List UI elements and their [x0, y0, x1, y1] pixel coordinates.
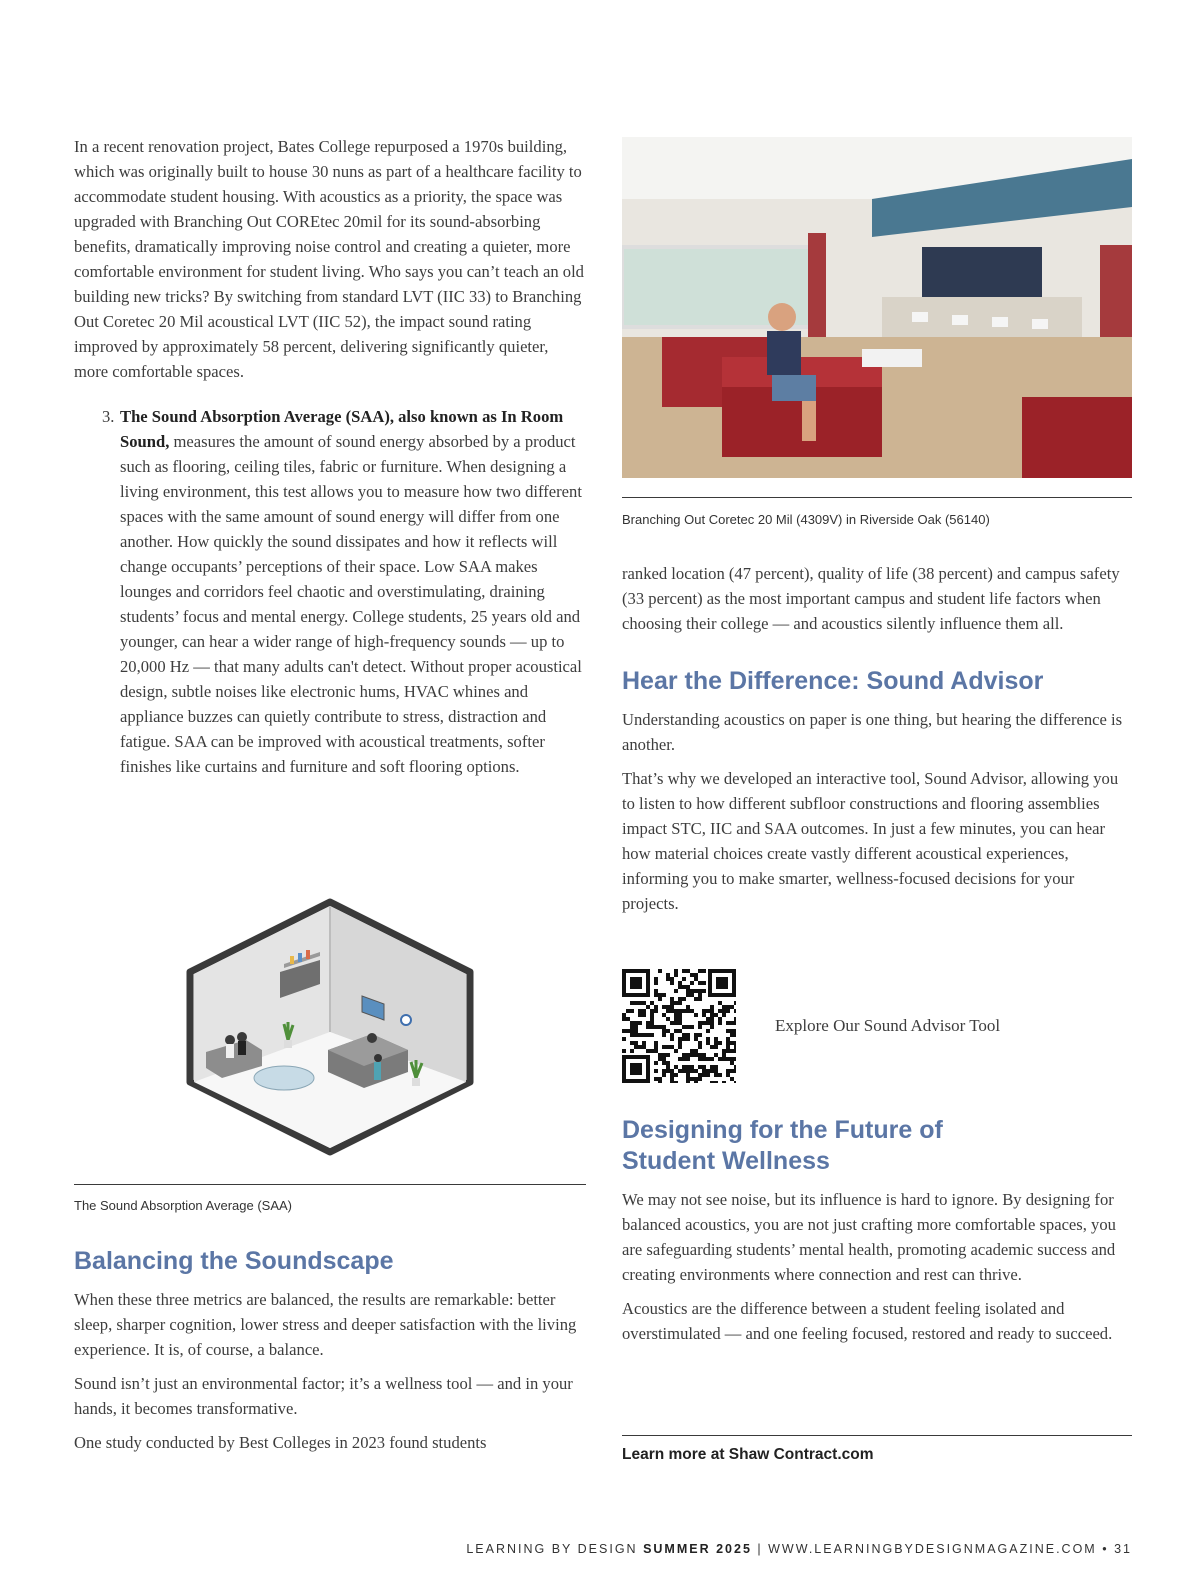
footer-magazine: LEARNING BY DESIGN [466, 1542, 638, 1556]
saa-room-illustration [180, 892, 480, 1160]
section-heading-future [622, 1115, 1132, 1177]
sound-advisor-paragraph-2: That’s why we developed an interactive tool, Sound Advisor, allowing you to listen to how different subfloor constructions and flooring assemblies impact STC, IIC and SAA outcomes. In just a few minutes, you can hear how material choices create vastly different acoustical experiences, informing you to make smarter, wellness-focused decisions for your projects. [622, 769, 1119, 913]
list-number: 3. [102, 407, 115, 426]
footer-issue: SUMMER 2025 [643, 1542, 752, 1556]
sound-advisor-paragraph-1: Understanding acoustics on paper is one thing, but hearing the difference is another. [622, 710, 1123, 754]
photo-caption: Branching Out Coretec 20 Mil (4309V) in Riverside Oak (56140) [622, 512, 990, 527]
balancing-section [74, 1246, 586, 1455]
sound-advisor-qr-code[interactable] [622, 969, 736, 1083]
balancing-paragraph-3: One study conducted by Best Colleges in 2023 found students [74, 1433, 487, 1452]
future-paragraph-1: We may not see noise, but its influence is hard to ignore. By designing for balanced acoustics, you are not just crafting more comfortable spaces, you are safeguarding students’ mental health, promoting academic success and creating environments where connection and rest can thrive. [622, 1190, 1116, 1284]
illustration-coffee-table [254, 1066, 314, 1090]
learn-more-link[interactable]: Learn more at Shaw Contract.com [622, 1446, 874, 1463]
page-footer [466, 1542, 1132, 1556]
qr-code-label[interactable]: Explore Our Sound Advisor Tool [775, 1016, 1001, 1035]
section-heading-sound-advisor: Hear the Difference: Sound Advisor [622, 667, 1044, 695]
intro-paragraph: In a recent renovation project, Bates College repurposed a 1970s building, which was originally built to house 30 nuns as part of a healthcare facility to accommodate student housing. With acoustics as a priority, the space was upgraded with Branching Out COREtec 20mil for its sound-absorbing benefits, dramatically improving noise control and creating a quieter, more comfortable environment for student living. Who says you can’t teach an old building new tricks? By switching from standard LVT (IIC 33) to Branching Out Coretec 20 Mil acoustical LVT (IIC 52), the impact sound rating improved by approximately 58 percent, delivering significantly quieter, more comfortable spaces. [74, 137, 584, 381]
future-paragraph-2: Acoustics are the difference between a student feeling isolated and overstimulated — and one feeling focused, restored and ready to succeed. [622, 1299, 1113, 1343]
learn-more-rule [622, 1435, 1132, 1436]
left-column [74, 134, 586, 779]
list-item-saa [74, 404, 586, 779]
right-column-text [622, 561, 1132, 916]
footer-bullet: • [1102, 1542, 1109, 1556]
footer-page-number: 31 [1114, 1542, 1132, 1556]
future-section [622, 1115, 1132, 1346]
list-item-text: measures the amount of sound energy absorbed by a product such as flooring, ceiling tiles, fabric or furniture. When designing a living environment, this test allows you to measure how two different spaces with the same amount of sound energy will differ from one another. How quickly the sound dissipates and how it reflects will change occupants’ perceptions of their space. Low SAA makes lounges and corridors feel chaotic and overstimulating, draining students’ focus and mental energy. College students, 25 years old and younger, can hear a wider range of high-frequency sounds — up to 20,000 Hz — that many adults can't detect. Without proper acoustical design, subtle noises like electronic hums, HVAC whines and appliance buzzes can quietly contribute to stress, distraction and fatigue. SAA can be improved with acoustical treatments, softer finishes like curtains and furniture and soft flooring options. [120, 432, 582, 776]
illustration-caption: The Sound Absorption Average (SAA) [74, 1198, 293, 1213]
photo-kitchen-backsplash [922, 247, 1042, 297]
heading-future-line-1: Designing for the Future of [622, 1116, 943, 1144]
footer-website[interactable]: WWW.LEARNINGBYDESIGNMAGAZINE.COM [768, 1542, 1097, 1556]
illustration-caption-rule [74, 1184, 586, 1185]
photo-white-table [862, 349, 922, 367]
balancing-paragraph-1: When these three metrics are balanced, the results are remarkable: better sleep, sharper cognition, lower stress and deeper satisfaction with the living experience. It is, of course, a balance. [74, 1290, 577, 1359]
heading-future-line-2: Student Wellness [622, 1147, 830, 1175]
lounge-photo [622, 137, 1132, 478]
illustration-clock [401, 1015, 411, 1025]
continuation-paragraph: ranked location (47 percent), quality of life (38 percent) and campus safety (33 percent) as the most important campus and student life factors when choosing their college — and acoustics silently influence them all. [622, 564, 1120, 633]
footer-separator: | [757, 1542, 763, 1556]
section-heading-balancing: Balancing the Soundscape [74, 1247, 394, 1275]
list-item-bold-term: The Sound Absorption Average (SAA), also known as In Room Sound, [120, 407, 564, 451]
photo-red-sofa-right [1022, 397, 1132, 478]
photo-caption-rule [622, 497, 1132, 498]
photo-student [768, 303, 796, 331]
balancing-paragraph-2: Sound isn’t just an environmental factor; it’s a wellness tool — and in your hands, it becomes transformative. [74, 1374, 573, 1418]
